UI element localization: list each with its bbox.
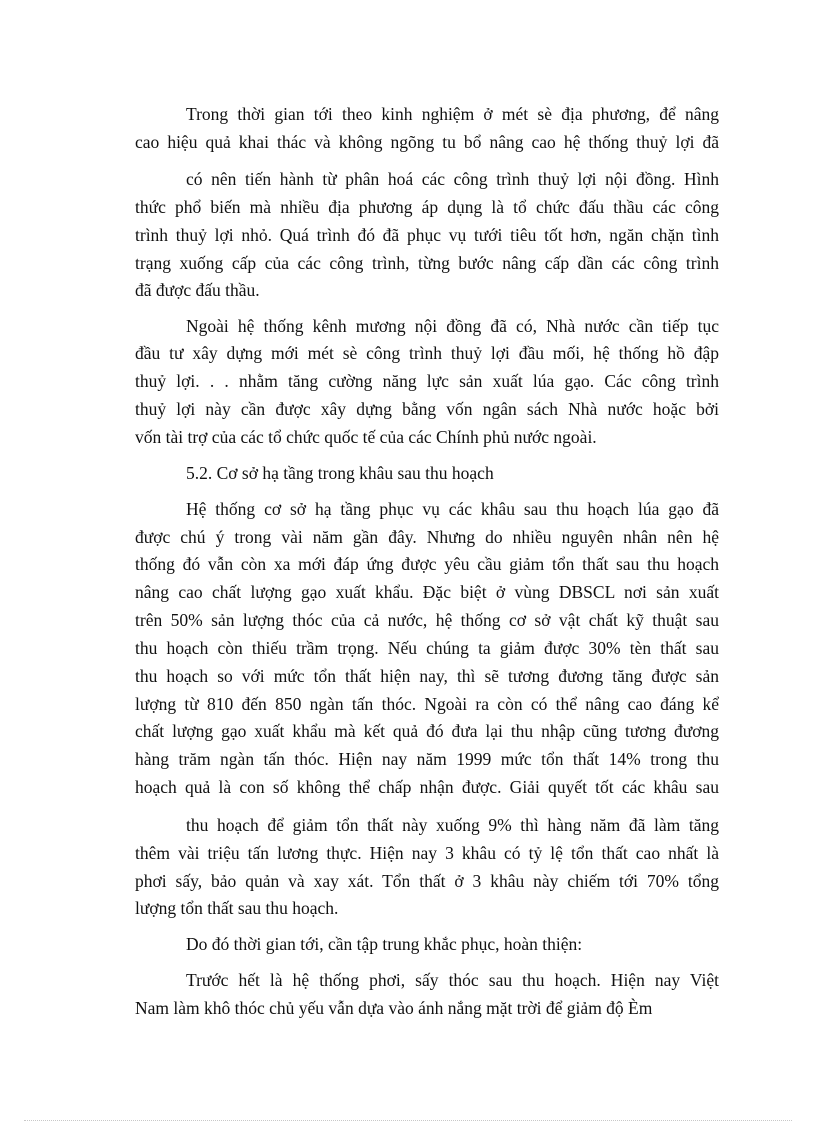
- paragraph-3-line-9: chất lượng gạo xuất khẩu mà kết quả đó đưa lại thu nhập cũng tương đương: [135, 721, 719, 741]
- paragraph-3-line-14: phơi sấy, bảo quản và xay xát. Tổn thất ở 3 khâu này chiếm tới 70% tổng: [135, 871, 719, 891]
- paragraph-2-line-1: Ngoài hệ thống kênh mương nội đồng đã có, Nhà nước cần tiếp tục: [186, 316, 719, 336]
- paragraph-3-line-5: trên 50% sản lượng thóc của cả nước, hệ thống cơ sở vật chất kỹ thuật sau: [135, 610, 719, 630]
- paragraph-3-line-2: được chú ý trong vài năm gần đây. Nhưng do nhiều nguyên nhân nên hệ: [135, 527, 719, 547]
- paragraph-2-line-4: thuỷ lợi này cần được xây dựng bằng vốn ngân sách Nhà nước hoặc bởi: [135, 399, 719, 419]
- paragraph-5-line-2: Nam làm khô thóc chủ yếu vẫn dựa vào ánh nắng mặt trời để giảm độ Èm: [135, 998, 653, 1018]
- paragraph-1-line-2: cao hiệu quả khai thác và không ngõng tu bổ nâng cao hệ thống thuỷ lợi đã: [135, 132, 719, 152]
- paragraph-1-line-4: thức phổ biến mà nhiều địa phương áp dụng là tổ chức đấu thầu các công: [135, 197, 719, 217]
- paragraph-3-line-1: Hệ thống cơ sở hạ tầng phục vụ các khâu sau thu hoạch lúa gạo đã: [186, 499, 719, 519]
- paragraph-3-line-6: thu hoạch còn thiếu trầm trọng. Nếu chúng ta giảm được 30% tèn thất sau: [135, 638, 719, 658]
- section-heading: 5.2. Cơ sở hạ tầng trong khâu sau thu hoạch: [186, 463, 494, 483]
- paragraph-3-line-3: thống đó vẫn còn xa mới đáp ứng được yêu cầu giảm tổn thất sau thu hoạch: [135, 554, 719, 574]
- paragraph-1-line-1: Trong thời gian tới theo kinh nghiệm ở mét sè địa phương, để nâng: [186, 104, 719, 124]
- paragraph-1-line-3: có nên tiến hành từ phân hoá các công trình thuỷ lợi nội đồng. Hình: [186, 169, 719, 189]
- paragraph-3-line-12: thu hoạch để giảm tổn thất này xuống 9% thì hàng năm đã làm tăng: [186, 815, 719, 835]
- paragraph-3-line-15: lượng tổn thất sau thu hoạch.: [135, 898, 339, 918]
- paragraph-1-line-6: trạng xuống cấp của các công trình, từng bước nâng cấp dần các công trình: [135, 253, 719, 273]
- paragraph-3-line-7: thu hoạch so với mức tổn thất hiện nay, thì sẽ tương đương tăng được sản: [135, 666, 719, 686]
- paragraph-3-line-8: lượng từ 810 đến 850 ngàn tấn thóc. Ngoài ra còn có thể nâng cao đáng kể: [135, 694, 719, 714]
- paragraph-2-line-5: vốn tài trợ của các tổ chức quốc tế của các Chính phủ nước ngoài.: [135, 427, 597, 447]
- paragraph-2-line-2: đầu tư xây dựng mới mét sè công trình thuỷ lợi đầu mối, hệ thống hồ đập: [135, 343, 719, 363]
- paragraph-4-line-1: Do đó thời gian tới, cần tập trung khắc phục, hoàn thiện:: [186, 934, 583, 954]
- page-bottom-rule: [24, 1120, 792, 1121]
- paragraph-1-line-5: trình thuỷ lợi nhỏ. Quá trình đó đã phục vụ tưới tiêu tốt hơn, ngăn chặn tình: [135, 225, 719, 245]
- paragraph-3-line-11: hoạch quả là con số không thể chấp nhận được. Giải quyết tốt các khâu sau: [135, 777, 719, 797]
- paragraph-2-line-3: thuỷ lợi. . . nhằm tăng cường năng lực sản xuất lúa gạo. Các công trình: [135, 371, 719, 391]
- paragraph-3-line-10: hàng trăm ngàn tấn thóc. Hiện nay năm 1999 mức tổn thất 14% trong thu: [135, 749, 719, 769]
- paragraph-3-line-4: nâng cao chất lượng gạo xuất khẩu. Đặc biệt ở vùng DBSCL nơi sản xuất: [135, 582, 719, 602]
- paragraph-3-line-13: thêm vài triệu tấn lương thực. Hiện nay 3 khâu có tỷ lệ tổn thất cao nhất là: [135, 843, 719, 863]
- paragraph-1-line-7: đã được đấu thầu.: [135, 280, 260, 300]
- paragraph-5-line-1: Trước hết là hệ thống phơi, sấy thóc sau thu hoạch. Hiện nay Việt: [186, 970, 719, 990]
